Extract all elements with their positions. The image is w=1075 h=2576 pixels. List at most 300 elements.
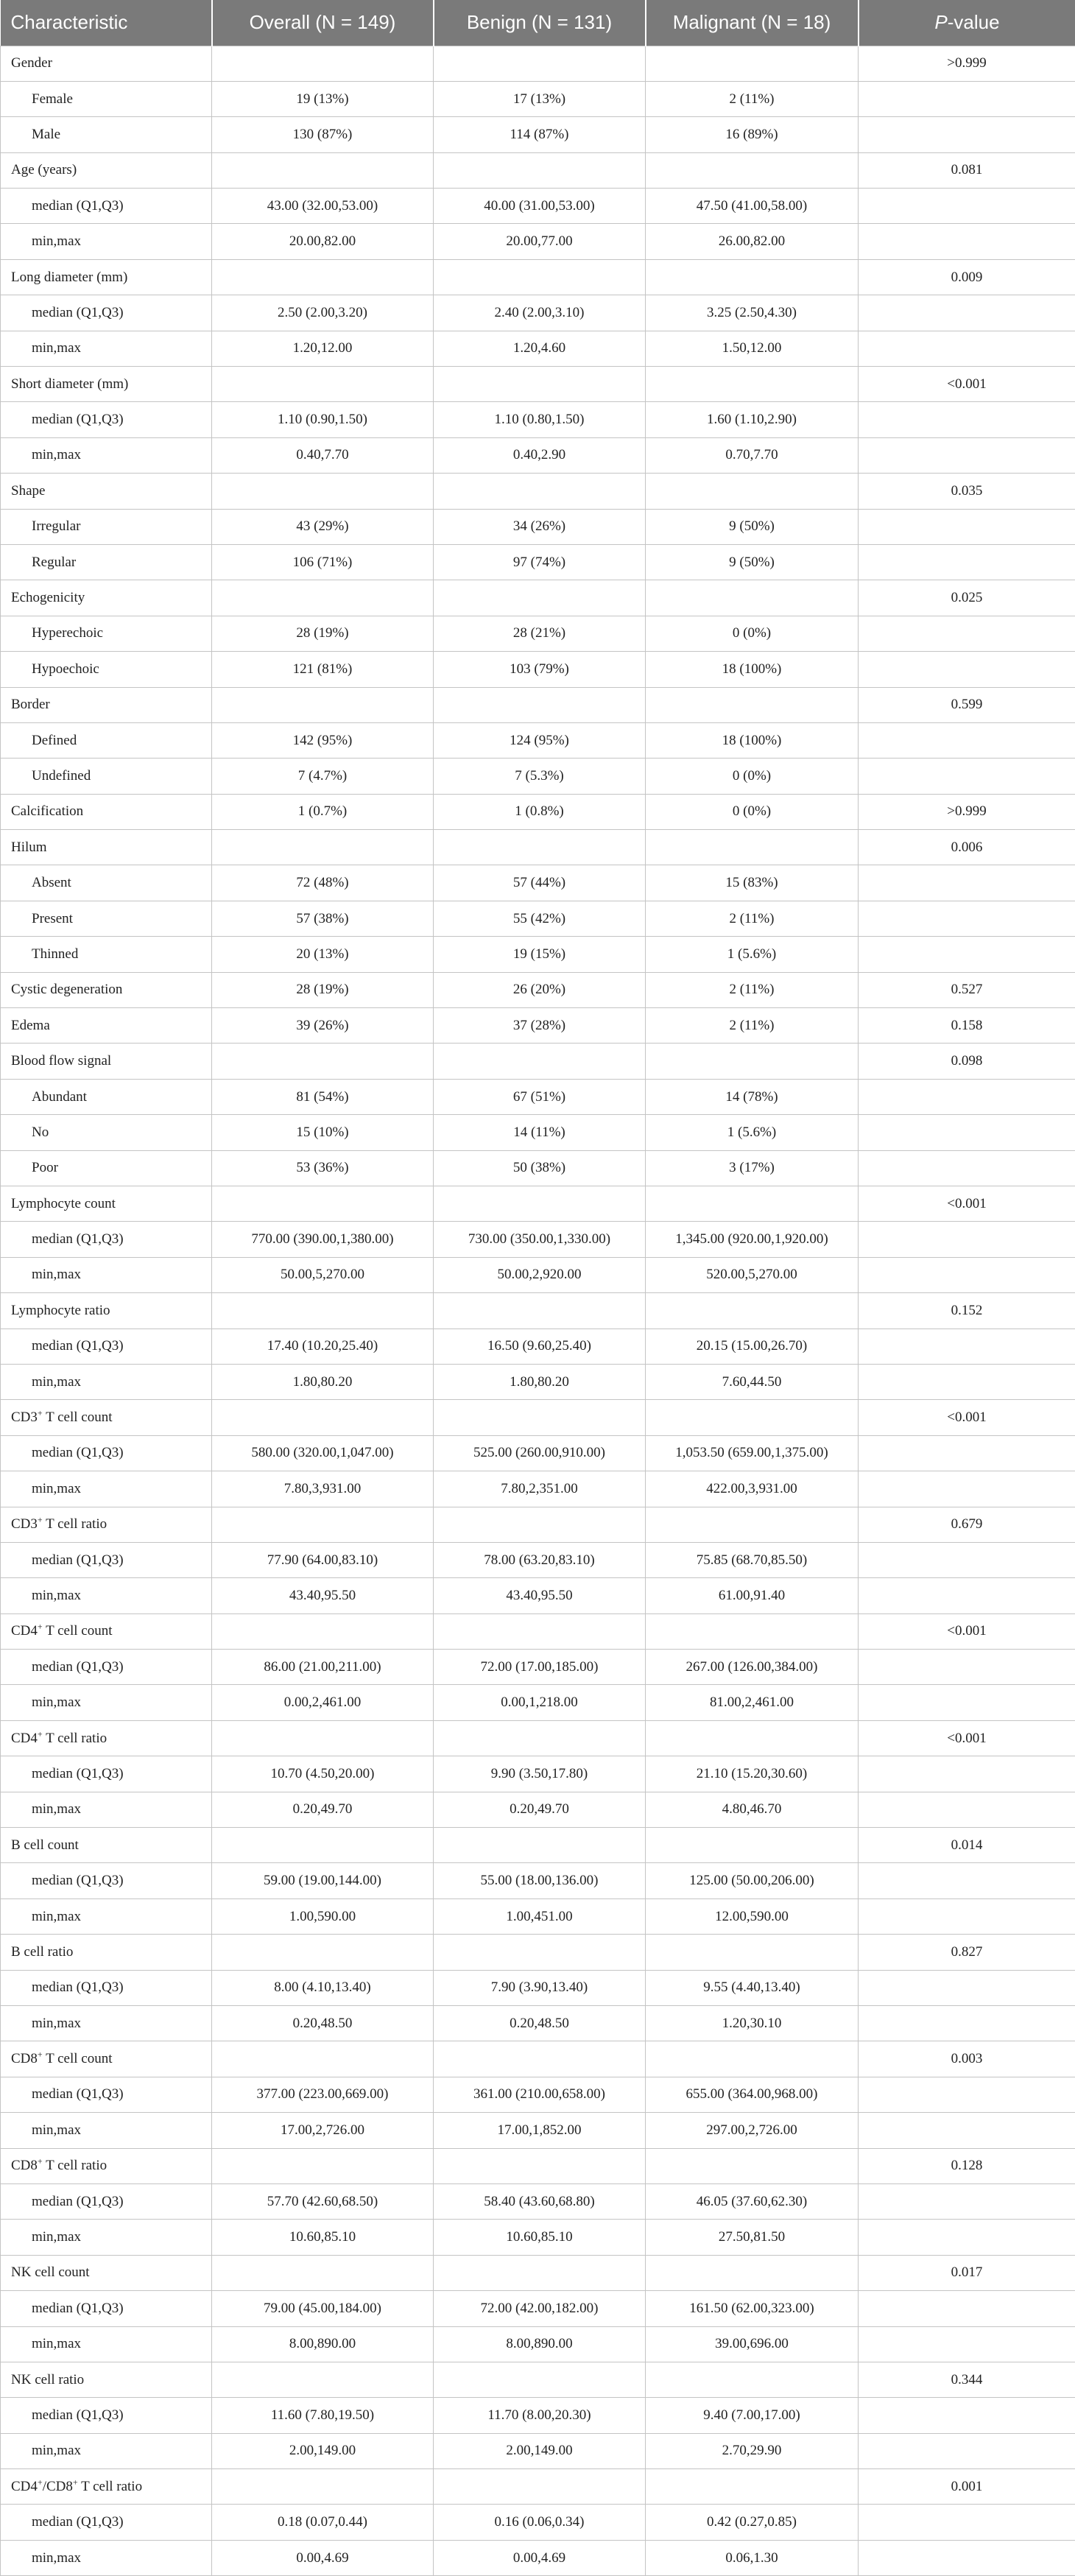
table-row xyxy=(1,1756,1075,1792)
table-row xyxy=(1,402,1075,437)
cell-characteristic xyxy=(1,1115,212,1150)
cell-overall: 106 (71%) xyxy=(212,544,434,580)
cell-benign xyxy=(434,1720,646,1756)
cell-characteristic xyxy=(1,1898,212,1934)
cell-malignant: 655.00 (364.00,968.00) xyxy=(646,2077,859,2112)
cell-overall: 1.10 (0.90,1.50) xyxy=(212,402,434,437)
cell-characteristic xyxy=(1,1435,212,1471)
cell-characteristic xyxy=(1,652,212,687)
table-row xyxy=(1,2183,1075,2219)
cell-benign: 72.00 (42.00,182.00) xyxy=(434,2291,646,2326)
cell-benign: 40.00 (31.00,53.00) xyxy=(434,189,646,224)
cell-overall xyxy=(212,259,434,295)
cell-malignant: 0.70,7.70 xyxy=(646,437,859,473)
characteristic-label: CD4 xyxy=(11,1730,38,1746)
cell-characteristic xyxy=(1,2005,212,2041)
cell-p xyxy=(859,81,1075,116)
table-row xyxy=(1,1044,1075,1079)
cell-malignant: 2 (11%) xyxy=(646,1008,859,1044)
table-row xyxy=(1,2326,1075,2362)
cell-p xyxy=(859,2113,1075,2148)
cell-benign: 43.40,95.50 xyxy=(434,1578,646,1613)
table-row xyxy=(1,474,1075,509)
table-row xyxy=(1,1898,1075,1934)
characteristic-label: min,max xyxy=(32,2336,82,2352)
cell-overall xyxy=(212,1613,434,1649)
table-row xyxy=(1,722,1075,758)
characteristic-sup2: + xyxy=(72,2477,78,2488)
cell-malignant: 2 (11%) xyxy=(646,972,859,1007)
cell-characteristic xyxy=(1,2505,212,2540)
characteristic-label: B cell ratio xyxy=(11,1943,74,1960)
characteristic-label: median (Q1,Q3) xyxy=(32,1445,124,1461)
cell-overall: 20.00,82.00 xyxy=(212,224,434,259)
cell-overall: 50.00,5,270.00 xyxy=(212,1257,434,1292)
cell-overall: 53 (36%) xyxy=(212,1150,434,1186)
cell-benign: 0.00,1,218.00 xyxy=(434,1685,646,1720)
characteristic-label: min,max xyxy=(32,2122,82,2138)
cell-benign xyxy=(434,367,646,402)
cell-benign: 19 (15%) xyxy=(434,937,646,972)
cell-characteristic xyxy=(1,865,212,901)
characteristic-sup: + xyxy=(37,1622,43,1633)
cell-malignant: 9 (50%) xyxy=(646,509,859,544)
table-row xyxy=(1,1150,1075,1186)
cell-p: 0.017 xyxy=(859,2255,1075,2290)
cell-characteristic xyxy=(1,1222,212,1257)
table-row xyxy=(1,2148,1075,2183)
cell-benign: 20.00,77.00 xyxy=(434,224,646,259)
table-row xyxy=(1,1400,1075,1435)
cell-benign: 8.00,890.00 xyxy=(434,2326,646,2362)
cell-characteristic xyxy=(1,331,212,366)
characteristic-suffix: T cell ratio xyxy=(42,2158,107,2174)
cell-characteristic xyxy=(1,1507,212,1542)
table-row xyxy=(1,224,1075,259)
table-row xyxy=(1,152,1075,188)
cell-overall xyxy=(212,1935,434,1970)
cell-characteristic xyxy=(1,2077,212,2112)
table-row xyxy=(1,2255,1075,2290)
cell-malignant: 18 (100%) xyxy=(646,722,859,758)
cell-overall: 57 (38%) xyxy=(212,901,434,936)
characteristic-sup: + xyxy=(37,2477,43,2488)
cell-malignant: 2 (11%) xyxy=(646,901,859,936)
characteristic-suffix: T cell ratio xyxy=(42,1730,107,1746)
cell-p xyxy=(859,1257,1075,1292)
cell-overall: 377.00 (223.00,669.00) xyxy=(212,2077,434,2112)
table-row xyxy=(1,652,1075,687)
table-row xyxy=(1,1828,1075,1863)
cell-p xyxy=(859,1578,1075,1613)
table-row xyxy=(1,2077,1075,2112)
cell-overall: 8.00 (4.10,13.40) xyxy=(212,1970,434,2005)
table-row xyxy=(1,2220,1075,2255)
cell-benign: 11.70 (8.00,20.30) xyxy=(434,2398,646,2433)
cell-characteristic xyxy=(1,1471,212,1507)
cell-characteristic xyxy=(1,152,212,188)
characteristic-suffix2: T cell ratio xyxy=(77,2478,143,2494)
cell-characteristic xyxy=(1,474,212,509)
table-row xyxy=(1,1079,1075,1114)
characteristic-label: Age (years) xyxy=(11,162,77,178)
characteristic-label: CD3 xyxy=(11,1516,38,1532)
cell-characteristic xyxy=(1,1542,212,1577)
characteristic-label: min,max xyxy=(32,233,82,250)
cell-overall: 0.20,49.70 xyxy=(212,1792,434,1827)
cell-overall: 7.80,3,931.00 xyxy=(212,1471,434,1507)
characteristic-label: Abundant xyxy=(32,1088,87,1105)
cell-p: 0.827 xyxy=(859,1935,1075,1970)
table-row xyxy=(1,1364,1075,1399)
characteristic-label: Irregular xyxy=(32,518,81,535)
cell-malignant: 161.50 (62.00,323.00) xyxy=(646,2291,859,2326)
cell-overall: 1 (0.7%) xyxy=(212,794,434,829)
table-row xyxy=(1,2041,1075,2077)
cell-characteristic xyxy=(1,117,212,152)
characteristic-label: NK cell ratio xyxy=(11,2371,85,2387)
cell-benign xyxy=(434,1186,646,1222)
cell-characteristic xyxy=(1,224,212,259)
table-row xyxy=(1,1720,1075,1756)
cell-malignant xyxy=(646,367,859,402)
characteristic-suffix: T cell count xyxy=(42,1410,113,1426)
cell-malignant: 0 (0%) xyxy=(646,616,859,651)
characteristic-label: Defined xyxy=(32,732,77,748)
cell-overall: 1.00,590.00 xyxy=(212,1898,434,1934)
cell-benign xyxy=(434,259,646,295)
characteristic-label: CD4 xyxy=(11,1623,38,1639)
characteristic-label: Echogenicity xyxy=(11,590,85,606)
characteristic-label: Gender xyxy=(11,55,52,71)
cell-overall: 15 (10%) xyxy=(212,1115,434,1150)
cell-characteristic xyxy=(1,1613,212,1649)
cell-p xyxy=(859,1650,1075,1685)
cell-characteristic xyxy=(1,616,212,651)
cell-benign: 28 (21%) xyxy=(434,616,646,651)
cell-p: 0.081 xyxy=(859,152,1075,188)
cell-p xyxy=(859,295,1075,331)
cell-characteristic xyxy=(1,1970,212,2005)
cell-malignant xyxy=(646,2148,859,2183)
cell-overall xyxy=(212,1828,434,1863)
cell-benign xyxy=(434,474,646,509)
cell-p xyxy=(859,1471,1075,1507)
cell-p xyxy=(859,2291,1075,2326)
cell-benign: 50 (38%) xyxy=(434,1150,646,1186)
characteristic-label: Shape xyxy=(11,482,46,499)
cell-benign: 7.90 (3.90,13.40) xyxy=(434,1970,646,2005)
table-row xyxy=(1,1435,1075,1471)
cell-p xyxy=(859,1435,1075,1471)
cell-p xyxy=(859,402,1075,437)
cell-overall: 580.00 (320.00,1,047.00) xyxy=(212,1435,434,1471)
cell-benign: 10.60,85.10 xyxy=(434,2220,646,2255)
header-p-value xyxy=(859,0,1075,46)
cell-malignant xyxy=(646,152,859,188)
table-row xyxy=(1,1685,1075,1720)
cell-p: 0.599 xyxy=(859,687,1075,722)
table-row xyxy=(1,81,1075,116)
cell-benign xyxy=(434,1935,646,1970)
cell-malignant xyxy=(646,687,859,722)
cell-benign: 525.00 (260.00,910.00) xyxy=(434,1435,646,1471)
cell-overall xyxy=(212,1044,434,1079)
characteristic-label: median (Q1,Q3) xyxy=(32,1658,124,1675)
cell-benign: 72.00 (17.00,185.00) xyxy=(434,1650,646,1685)
cell-benign: 0.40,2.90 xyxy=(434,437,646,473)
characteristic-label: Border xyxy=(11,697,50,713)
cell-p xyxy=(859,1079,1075,1114)
characteristic-sup: + xyxy=(37,2156,43,2167)
cell-malignant: 39.00,696.00 xyxy=(646,2326,859,2362)
cell-benign: 7.80,2,351.00 xyxy=(434,1471,646,1507)
cell-benign xyxy=(434,46,646,81)
table-row xyxy=(1,259,1075,295)
cell-overall: 1.20,12.00 xyxy=(212,331,434,366)
table-row xyxy=(1,295,1075,331)
characteristic-label: median (Q1,Q3) xyxy=(32,1552,124,1568)
characteristic-label: median (Q1,Q3) xyxy=(32,2407,124,2423)
cell-p xyxy=(859,1756,1075,1792)
characteristic-label: Hyperechoic xyxy=(32,625,104,641)
table-row xyxy=(1,2398,1075,2433)
cell-overall: 57.70 (42.60,68.50) xyxy=(212,2183,434,2219)
cell-malignant: 0.42 (0.27,0.85) xyxy=(646,2505,859,2540)
characteristic-label: min,max xyxy=(32,1908,82,1924)
cell-benign: 2.00,149.00 xyxy=(434,2433,646,2468)
cell-malignant xyxy=(646,2255,859,2290)
table-row xyxy=(1,1578,1075,1613)
cell-overall: 142 (95%) xyxy=(212,722,434,758)
cell-malignant: 1.50,12.00 xyxy=(646,331,859,366)
characteristic-label: median (Q1,Q3) xyxy=(32,2514,124,2530)
cell-malignant: 3.25 (2.50,4.30) xyxy=(646,295,859,331)
cell-overall: 43.00 (32.00,53.00) xyxy=(212,189,434,224)
characteristic-label: median (Q1,Q3) xyxy=(32,2086,124,2102)
cell-p: 0.006 xyxy=(859,830,1075,865)
cell-benign: 1.20,4.60 xyxy=(434,331,646,366)
cell-benign: 7 (5.3%) xyxy=(434,759,646,794)
cell-overall: 39 (26%) xyxy=(212,1008,434,1044)
cell-overall xyxy=(212,2255,434,2290)
cell-malignant: 14 (78%) xyxy=(646,1079,859,1114)
cell-benign: 58.40 (43.60,68.80) xyxy=(434,2183,646,2219)
cell-malignant: 0.06,1.30 xyxy=(646,2540,859,2575)
cell-benign xyxy=(434,1400,646,1435)
cell-benign xyxy=(434,580,646,616)
cell-characteristic xyxy=(1,972,212,1007)
cell-benign: 78.00 (63.20,83.10) xyxy=(434,1542,646,1577)
cell-overall: 2.50 (2.00,3.20) xyxy=(212,295,434,331)
cell-characteristic xyxy=(1,1079,212,1114)
cell-characteristic xyxy=(1,2433,212,2468)
table-row xyxy=(1,1115,1075,1150)
table-row xyxy=(1,2291,1075,2326)
cell-benign: 26 (20%) xyxy=(434,972,646,1007)
cell-malignant: 7.60,44.50 xyxy=(646,1364,859,1399)
cell-malignant xyxy=(646,1400,859,1435)
cell-benign: 9.90 (3.50,17.80) xyxy=(434,1756,646,1792)
cell-characteristic xyxy=(1,937,212,972)
cell-malignant: 21.10 (15.20,30.60) xyxy=(646,1756,859,1792)
cell-benign xyxy=(434,1507,646,1542)
cell-malignant: 422.00,3,931.00 xyxy=(646,1471,859,1507)
cell-benign xyxy=(434,152,646,188)
table-row xyxy=(1,1257,1075,1292)
cell-overall xyxy=(212,1186,434,1222)
characteristic-label: CD3 xyxy=(11,1410,38,1426)
cell-overall: 77.90 (64.00,83.10) xyxy=(212,1542,434,1577)
cell-p: 0.098 xyxy=(859,1044,1075,1079)
cell-characteristic xyxy=(1,46,212,81)
cell-characteristic xyxy=(1,189,212,224)
table-row xyxy=(1,1650,1075,1685)
cell-characteristic xyxy=(1,1257,212,1292)
cell-overall: 130 (87%) xyxy=(212,117,434,152)
cell-p xyxy=(859,117,1075,152)
cell-malignant xyxy=(646,259,859,295)
cell-malignant xyxy=(646,1186,859,1222)
cell-benign xyxy=(434,1293,646,1329)
characteristic-label: Edema xyxy=(11,1017,50,1033)
characteristic-label: median (Q1,Q3) xyxy=(32,1231,124,1247)
cell-overall: 8.00,890.00 xyxy=(212,2326,434,2362)
table-row xyxy=(1,544,1075,580)
characteristic-label: Male xyxy=(32,126,61,142)
cell-characteristic xyxy=(1,1186,212,1222)
cell-p xyxy=(859,652,1075,687)
characteristic-label: min,max xyxy=(32,340,82,356)
cell-benign: 14 (11%) xyxy=(434,1115,646,1150)
table-row xyxy=(1,331,1075,366)
cell-benign: 17.00,1,852.00 xyxy=(434,2113,646,2148)
cell-p: 0.025 xyxy=(859,580,1075,616)
cell-overall: 28 (19%) xyxy=(212,972,434,1007)
cell-characteristic xyxy=(1,81,212,116)
cell-characteristic xyxy=(1,544,212,580)
cell-overall: 43.40,95.50 xyxy=(212,1578,434,1613)
cell-p: 0.035 xyxy=(859,474,1075,509)
characteristic-label: Short diameter (mm) xyxy=(11,376,129,392)
cell-characteristic xyxy=(1,2398,212,2433)
cell-p: 0.128 xyxy=(859,2148,1075,2183)
characteristic-label: Female xyxy=(32,91,73,107)
cell-malignant: 9.40 (7.00,17.00) xyxy=(646,2398,859,2433)
cell-benign: 114 (87%) xyxy=(434,117,646,152)
cell-malignant: 1 (5.6%) xyxy=(646,937,859,972)
cell-characteristic xyxy=(1,1150,212,1186)
cell-p xyxy=(859,2220,1075,2255)
characteristic-label: median (Q1,Q3) xyxy=(32,197,124,214)
cell-characteristic xyxy=(1,2220,212,2255)
cell-characteristic xyxy=(1,1008,212,1044)
cell-benign: 103 (79%) xyxy=(434,652,646,687)
cell-characteristic xyxy=(1,2041,212,2077)
cell-benign xyxy=(434,830,646,865)
cell-benign xyxy=(434,2469,646,2505)
cell-benign: 2.40 (2.00,3.10) xyxy=(434,295,646,331)
table-row xyxy=(1,1935,1075,1970)
cell-overall: 0.00,4.69 xyxy=(212,2540,434,2575)
cell-p xyxy=(859,509,1075,544)
cell-benign xyxy=(434,1044,646,1079)
cell-malignant xyxy=(646,1044,859,1079)
cell-overall xyxy=(212,687,434,722)
cell-characteristic xyxy=(1,2148,212,2183)
table-row xyxy=(1,437,1075,473)
cell-characteristic xyxy=(1,794,212,829)
cell-malignant: 125.00 (50.00,206.00) xyxy=(646,1863,859,1898)
characteristic-label: min,max xyxy=(32,2549,82,2566)
cell-p: <0.001 xyxy=(859,1186,1075,1222)
cell-p xyxy=(859,1150,1075,1186)
cell-characteristic xyxy=(1,2326,212,2362)
characteristic-label: min,max xyxy=(32,1373,82,1390)
cell-benign: 0.00,4.69 xyxy=(434,2540,646,2575)
table-row xyxy=(1,509,1075,544)
cell-p xyxy=(859,1898,1075,1934)
cell-characteristic xyxy=(1,2362,212,2397)
cell-overall xyxy=(212,152,434,188)
characteristic-sup: + xyxy=(37,2049,43,2060)
cell-overall xyxy=(212,2362,434,2397)
cell-malignant: 16 (89%) xyxy=(646,117,859,152)
cell-malignant: 267.00 (126.00,384.00) xyxy=(646,1650,859,1685)
cell-overall: 86.00 (21.00,211.00) xyxy=(212,1650,434,1685)
cell-overall xyxy=(212,367,434,402)
characteristic-label: Undefined xyxy=(32,768,91,784)
cell-malignant xyxy=(646,46,859,81)
cell-benign xyxy=(434,687,646,722)
cell-p xyxy=(859,189,1075,224)
characteristic-label: Calcification xyxy=(11,803,84,820)
cell-benign: 124 (95%) xyxy=(434,722,646,758)
characteristic-suffix: T cell count xyxy=(42,2051,113,2067)
characteristic-label: min,max xyxy=(32,447,82,463)
characteristic-label: Present xyxy=(32,910,73,926)
cell-p: 0.014 xyxy=(859,1828,1075,1863)
characteristic-label: median (Q1,Q3) xyxy=(32,1765,124,1781)
cell-malignant: 61.00,91.40 xyxy=(646,1578,859,1613)
cell-benign: 1 (0.8%) xyxy=(434,794,646,829)
table-row xyxy=(1,1293,1075,1329)
cell-overall: 28 (19%) xyxy=(212,616,434,651)
cell-p xyxy=(859,2326,1075,2362)
table-row xyxy=(1,580,1075,616)
characteristic-label: CD4 xyxy=(11,2478,38,2494)
cell-characteristic xyxy=(1,759,212,794)
table-row xyxy=(1,2505,1075,2540)
characteristic-label: CD8 xyxy=(11,2158,38,2174)
cell-overall xyxy=(212,1720,434,1756)
table-row xyxy=(1,1329,1075,1364)
header-overall: Overall (N = 149) xyxy=(212,0,434,46)
characteristic-label: Blood flow signal xyxy=(11,1053,112,1069)
cell-characteristic xyxy=(1,2469,212,2505)
cell-p xyxy=(859,1222,1075,1257)
cell-overall: 81 (54%) xyxy=(212,1079,434,1114)
table-row xyxy=(1,2469,1075,2505)
cell-malignant: 75.85 (68.70,85.50) xyxy=(646,1542,859,1577)
characteristic-label: min,max xyxy=(32,2443,82,2459)
cell-malignant xyxy=(646,2041,859,2077)
cell-benign: 97 (74%) xyxy=(434,544,646,580)
characteristic-label: median (Q1,Q3) xyxy=(32,2300,124,2316)
cell-p: 0.527 xyxy=(859,972,1075,1007)
table-row xyxy=(1,794,1075,829)
cell-p xyxy=(859,1970,1075,2005)
